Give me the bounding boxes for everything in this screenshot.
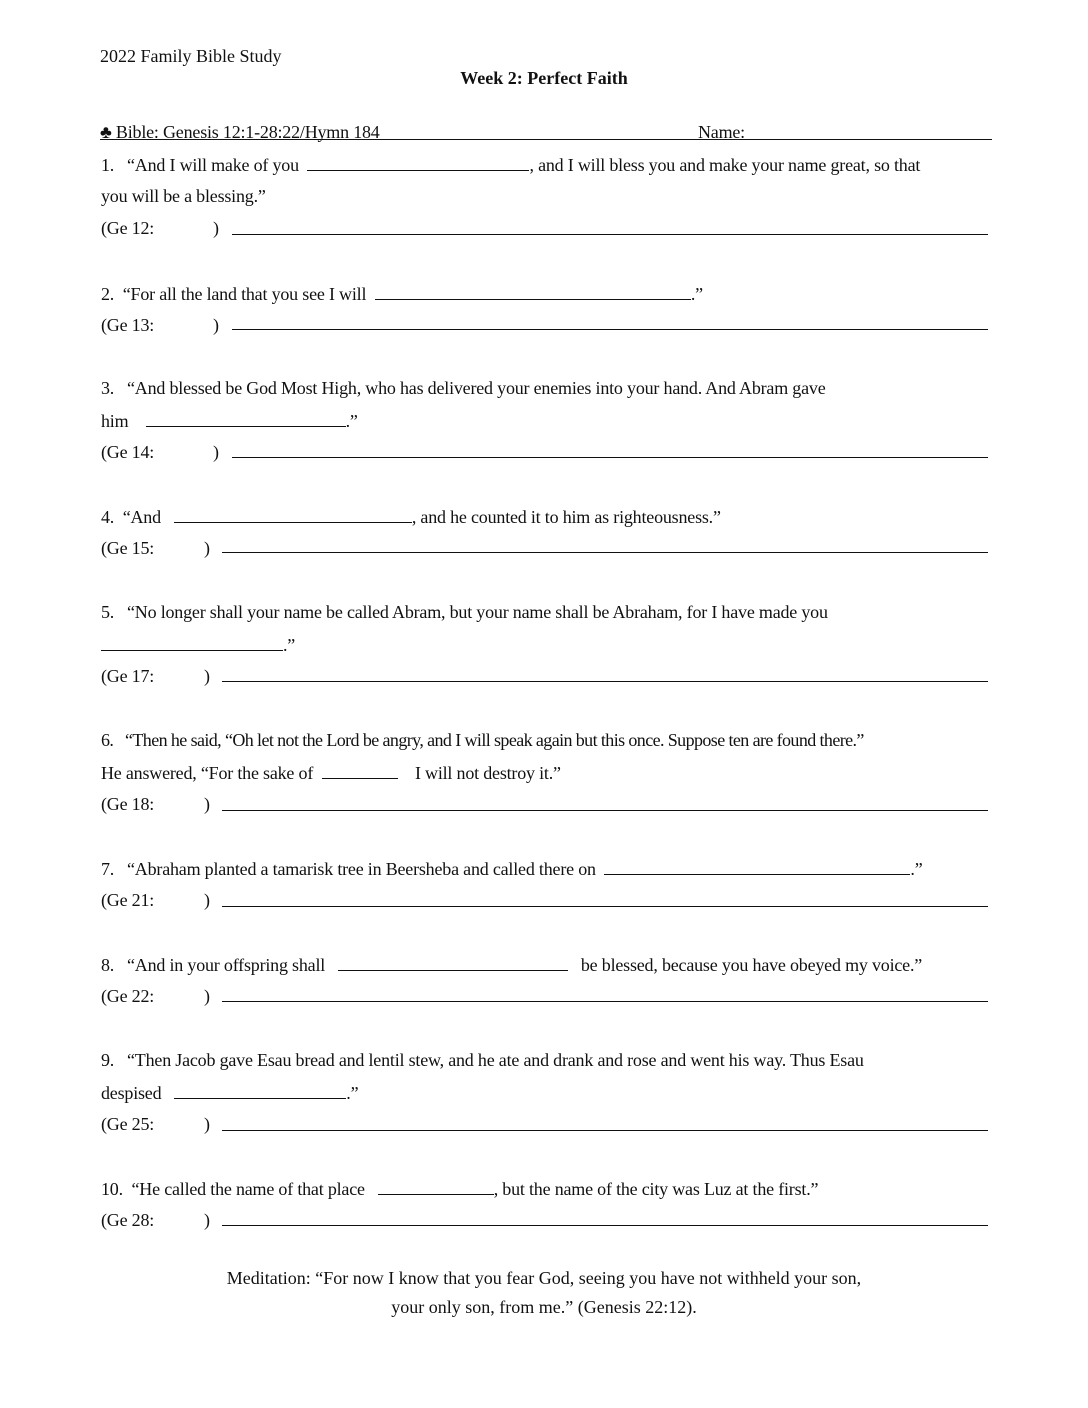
- question-text: , and I will bless you and make your name great, so that: [529, 155, 921, 175]
- bible-reference: ♣ Bible: Genesis 12:1-28:22/Hymn 184: [100, 122, 380, 142]
- answer-blank[interactable]: [174, 505, 412, 523]
- question-number: 5.: [101, 602, 115, 622]
- ref-close: ): [204, 1114, 210, 1134]
- question-number: 3.: [101, 378, 115, 398]
- verse-ref-3: (Ge 14:: [101, 442, 155, 462]
- meditation-line-1: Meditation: “For now I know that you fear God, seeing you have not withheld your son,: [226, 1268, 862, 1288]
- question-text: “He called the name of that place: [131, 1179, 365, 1199]
- ref-close: ): [204, 890, 210, 910]
- verse-ref-7: (Ge 21:: [101, 890, 155, 910]
- question-text: him: [101, 411, 129, 431]
- question-3-line-2: [101, 409, 358, 432]
- question-number: 9.: [101, 1050, 115, 1070]
- week-title: Week 2: Perfect Faith: [460, 68, 628, 88]
- verse-ref-1: (Ge 12:: [101, 218, 155, 238]
- question-text: He answered, “For the sake of: [101, 763, 314, 783]
- question-text: .”: [283, 635, 296, 655]
- verse-ref-10: (Ge 28:: [101, 1210, 155, 1230]
- question-number: 10.: [101, 1179, 123, 1199]
- question-text: .”: [345, 411, 358, 431]
- course-title: 2022 Family Bible Study: [100, 46, 282, 66]
- question-text: I will not destroy it.”: [414, 763, 561, 783]
- answer-blank[interactable]: [604, 857, 910, 875]
- name-label: Name:: [698, 122, 745, 142]
- meditation-line-2: your only son, from me.” (Genesis 22:12).: [391, 1297, 697, 1317]
- question-text: “And I will make of you: [127, 155, 299, 175]
- verse-answer-line-10[interactable]: [222, 1225, 988, 1226]
- verse-answer-line-5[interactable]: [222, 681, 988, 682]
- question-2: [101, 282, 703, 305]
- question-5: [101, 601, 828, 623]
- question-number: 8.: [101, 955, 115, 975]
- question-text: .”: [346, 1083, 359, 1103]
- question-1-line-2: you will be a blessing.”: [101, 186, 266, 206]
- question-1: [101, 153, 920, 176]
- answer-blank[interactable]: [146, 409, 346, 427]
- question-number: 1.: [101, 155, 115, 175]
- question-text: “No longer shall your name be called Abram, but your name shall be Abraham, for I have made you: [127, 602, 828, 622]
- answer-blank[interactable]: [174, 1081, 346, 1099]
- verse-answer-line-9[interactable]: [222, 1130, 988, 1131]
- verse-answer-line-3[interactable]: [232, 457, 988, 458]
- question-5-line-2: [101, 633, 295, 656]
- ref-close: ): [204, 666, 210, 686]
- question-number: 4.: [101, 507, 115, 527]
- question-text: “And: [122, 507, 161, 527]
- verse-ref-5: (Ge 17:: [101, 666, 155, 686]
- question-9-line-2: [101, 1081, 358, 1104]
- verse-ref-6: (Ge 18:: [101, 794, 155, 814]
- answer-blank[interactable]: [375, 282, 691, 300]
- question-number: 6.: [101, 730, 114, 750]
- question-text: .”: [910, 859, 923, 879]
- question-text: “Abraham planted a tamarisk tree in Beersheba and called there on: [127, 859, 596, 879]
- question-7: [101, 857, 923, 880]
- question-6: [101, 729, 864, 751]
- ref-close: ): [204, 986, 210, 1006]
- answer-blank[interactable]: [378, 1177, 494, 1195]
- question-10: [101, 1177, 818, 1200]
- answer-blank[interactable]: [101, 633, 283, 651]
- question-text: despised: [101, 1083, 162, 1103]
- question-text: “And blessed be God Most High, who has delivered your enemies into your hand. And Abram gave: [127, 378, 826, 398]
- question-text: .”: [690, 284, 703, 304]
- verse-ref-2: (Ge 13:: [101, 315, 155, 335]
- question-text: “Then Jacob gave Esau bread and lentil stew, and he ate and drank and rose and went his way. Thus Esau: [127, 1050, 864, 1070]
- question-4: [101, 505, 721, 528]
- question-8: [101, 953, 922, 976]
- verse-ref-9: (Ge 25:: [101, 1114, 155, 1134]
- ref-close: ): [213, 315, 219, 335]
- verse-ref-8: (Ge 22:: [101, 986, 155, 1006]
- ref-close: ): [213, 442, 219, 462]
- answer-blank[interactable]: [307, 153, 529, 171]
- verse-answer-line-8[interactable]: [222, 1001, 988, 1002]
- question-number: 7.: [101, 859, 115, 879]
- question-9: [101, 1049, 864, 1071]
- verse-answer-line-7[interactable]: [222, 906, 988, 907]
- verse-answer-line-1[interactable]: [232, 234, 988, 235]
- verse-answer-line-4[interactable]: [222, 552, 988, 553]
- question-3: [101, 377, 825, 399]
- ref-close: ): [204, 538, 210, 558]
- header-rule: [100, 139, 992, 140]
- ref-close: ): [204, 794, 210, 814]
- question-text: be blessed, because you have obeyed my voice.”: [580, 955, 923, 975]
- question-text: “Then he said, “Oh let not the Lord be angry, and I will speak again but this once. Suppose ten are found there.”: [125, 730, 864, 750]
- answer-blank[interactable]: [338, 953, 568, 971]
- verse-ref-4: (Ge 15:: [101, 538, 155, 558]
- verse-answer-line-6[interactable]: [222, 810, 988, 811]
- question-text: “And in your offspring shall: [127, 955, 326, 975]
- question-text: , and he counted it to him as righteousness.”: [411, 507, 721, 527]
- answer-blank[interactable]: [322, 761, 398, 779]
- ref-close: ): [204, 1210, 210, 1230]
- question-text: “For all the land that you see I will: [122, 284, 367, 304]
- question-text: , but the name of the city was Luz at the first.”: [493, 1179, 819, 1199]
- verse-answer-line-2[interactable]: [232, 329, 988, 330]
- question-number: 2.: [101, 284, 115, 304]
- question-6-line-2: [101, 761, 561, 784]
- ref-close: ): [213, 218, 219, 238]
